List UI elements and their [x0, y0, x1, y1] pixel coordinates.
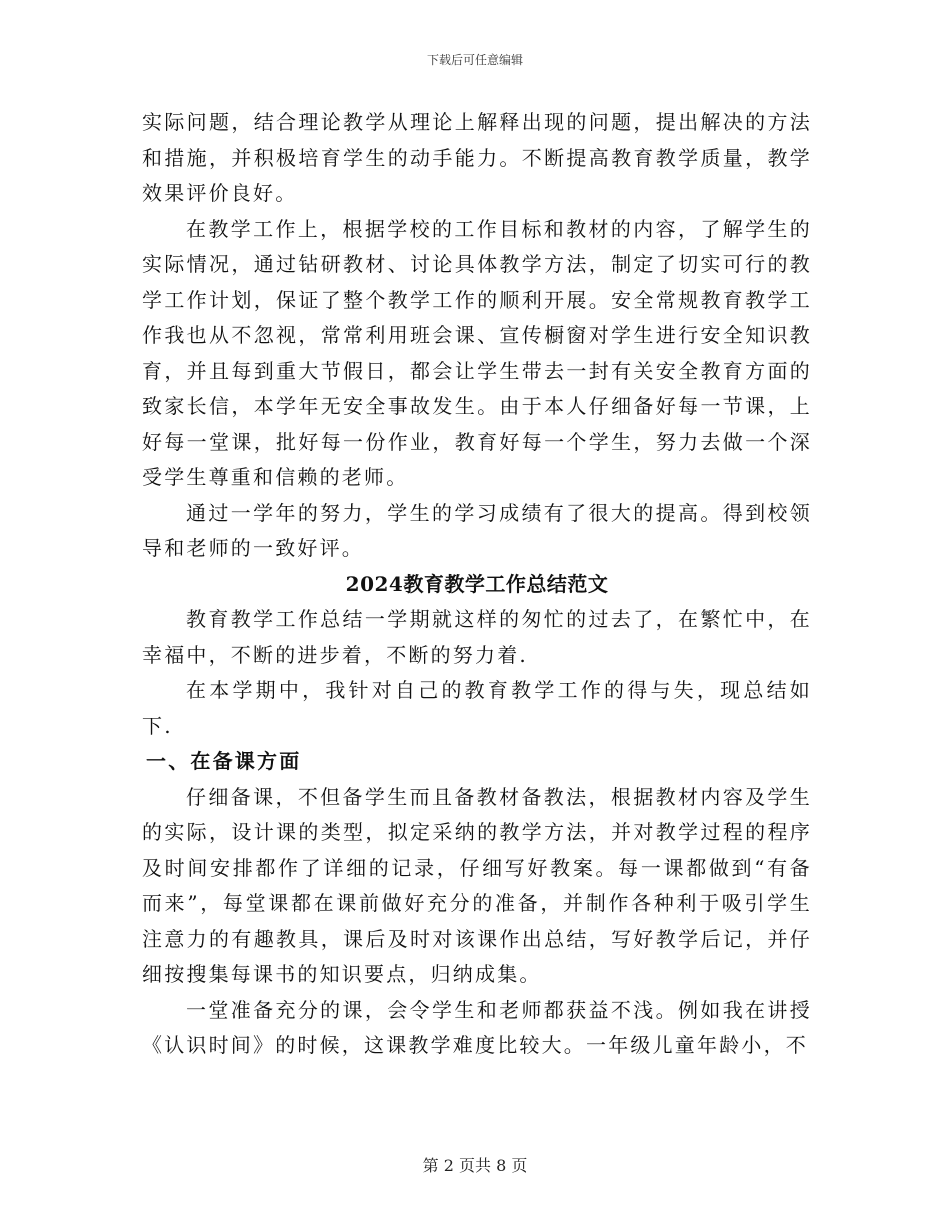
paragraph-results: 通过一学年的努力，学生的学习成绩有了很大的提高。得到校领导和老师的一致好评。 — [142, 500, 812, 560]
paragraph-teaching-work: 在教学工作上，根据学校的工作目标和教材的内容，了解学生的实际情况，通过钻研教材、讨论具体教学方法，制定了切实可行的教学工作计划，保证了整个教学工作的顺利开展。安全常规教育教学工作我也从不忽视，常常利用班会课、宣传橱窗对学生进行安全知识教育，并且每到重大节假日，都会让学生带去一封有关安全教育方面的致家长信，本学年无安全事故发生。由于本人仔细备好每一节课，上好每一堂课，批好每一份作业，教育好每一个学生，努力去做一个深受学生尊重和信赖的老师。 — [142, 216, 812, 489]
paragraph-continuation: 实际问题，结合理论教学从理论上解释出现的问题，提出解决的方法和措施，并积极培育学生的动手能力。不断提高教育教学质量，教学效果评价良好。 — [142, 110, 812, 205]
document-body — [142, 105, 812, 1064]
paragraph-intro: 教育教学工作总结一学期就这样的匆忙的过去了，在繁忙中，在幸福中，不断的进步着，不断的努力着. — [142, 607, 812, 667]
page-header: 下载后可任意编辑 — [426, 53, 523, 67]
page-number: 第 2 页共 8 页 — [422, 1156, 528, 1175]
paragraph-summary-intro: 在本学期中，我针对自己的教育教学工作的得与失，现总结如下. — [142, 678, 812, 738]
paragraph-lesson-prep: 仔细备课，不但备学生而且备教材备教法，根据教材内容及学生的实际，设计课的类型，拟定采纳的教学方法，并对教学过程的程序及时间安排都作了详细的记录，仔细写好教案。每一课都做到“有备而来”，每堂课都在课前做好充分的准备，并制作各种利于吸引学生注意力的有趣教具，课后及时对该课作出总结，写好教学后记，并仔细按搜集每课书的知识要点，归纳成集。 — [142, 784, 812, 986]
section-heading-lesson-prep: 一、在备课方面 — [146, 749, 302, 773]
document-title: 2024教育教学工作总结范文 — [345, 571, 609, 596]
paragraph-example: 一堂准备充分的课，会令学生和老师都获益不浅。例如我在讲授《认识时间》的时候，这课教学难度比较大。一年级儿童年龄小，不 — [142, 997, 812, 1057]
